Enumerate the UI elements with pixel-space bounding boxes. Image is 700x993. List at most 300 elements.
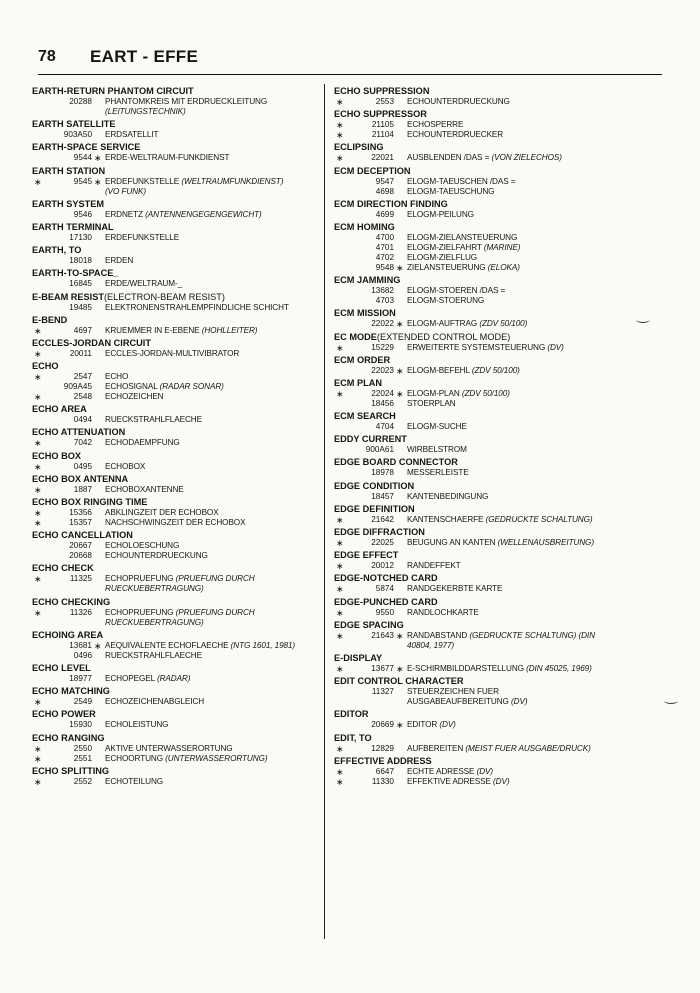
dictionary-entry — [32, 451, 312, 472]
german-term: KRUEMMER IN E-EBENE — [105, 325, 200, 335]
german-term: AUSBLENDEN /DAS = — [407, 153, 490, 163]
translation-line — [32, 674, 312, 684]
translation-line — [32, 697, 312, 707]
term-number: 13681 — [69, 640, 92, 650]
asterisk-marker: ∗ — [34, 753, 42, 764]
entry-headword — [32, 404, 312, 415]
headword-text: ECHO CHECKING — [32, 596, 111, 607]
translation-line — [334, 445, 624, 455]
headword-text: ECHO ATTENUATION — [32, 427, 126, 438]
headword-text: ECHO CHECK — [32, 563, 94, 574]
dictionary-entry — [32, 563, 312, 594]
headword-text: EDGE CONDITION — [334, 480, 415, 491]
entry-headword — [32, 686, 312, 697]
translation-text — [105, 651, 202, 661]
headword-text: ECCLES-JORDAN CIRCUIT — [32, 337, 151, 348]
term-number: 20669 — [371, 720, 394, 730]
subject-field: (ANTENNENGEGENGEWICHT) — [145, 209, 262, 219]
translation-text — [407, 744, 591, 754]
subject-field: (UNTERWASSERORTUNG) — [165, 753, 268, 763]
subject-field: (VON ZIELECHOS) — [491, 153, 562, 163]
german-term: EDITOR — [407, 720, 438, 730]
translation-text — [105, 518, 245, 528]
entry-headword — [32, 315, 312, 326]
translation-line — [32, 349, 312, 359]
german-term: RANDGEKERBTE KARTE — [407, 584, 503, 594]
subject-field: (HOHLLEITER) — [201, 325, 258, 335]
entry-headword — [32, 630, 312, 641]
subject-field: (MARINE) — [483, 242, 521, 252]
subject-field: (RADAR SONAR) — [159, 382, 224, 392]
dictionary-entry — [32, 222, 312, 243]
translation-text — [105, 697, 204, 707]
translation-text — [105, 210, 262, 220]
dictionary-entry — [334, 308, 624, 329]
translation-line — [32, 233, 312, 243]
asterisk-marker: ∗ — [396, 262, 404, 273]
translation-text — [105, 462, 145, 472]
term-number: 21642 — [371, 514, 394, 524]
column-divider — [324, 84, 325, 939]
term-number: 16845 — [69, 279, 92, 289]
headword-text: ECHO RANGING — [32, 732, 105, 743]
headword-text: EARTH-SPACE SERVICE — [32, 142, 141, 153]
translation-text — [407, 263, 520, 273]
entry-headword — [334, 308, 624, 319]
term-number: 4700 — [375, 232, 394, 242]
headword-text: ECHO AREA — [32, 404, 87, 415]
german-term: RANDABSTAND — [407, 630, 468, 640]
entry-headword — [32, 268, 312, 279]
translation-text — [407, 697, 527, 707]
translation-line — [334, 120, 624, 130]
translation-text — [407, 641, 454, 651]
term-number: 2549 — [73, 697, 92, 707]
term-number: 20667 — [69, 541, 92, 551]
translation-text — [407, 468, 469, 478]
dictionary-entry — [32, 361, 312, 402]
term-number: 4697 — [73, 325, 92, 335]
translation-line — [32, 754, 312, 764]
dictionary-entry — [32, 427, 312, 448]
term-number: 9547 — [375, 176, 394, 186]
translation-text — [407, 97, 510, 107]
translation-line — [334, 343, 624, 353]
dictionary-entry — [32, 166, 312, 197]
asterisk-marker: ∗ — [34, 518, 42, 528]
entry-headword — [32, 497, 312, 508]
dictionary-entry — [334, 199, 624, 220]
entry-headword — [334, 653, 624, 664]
translation-text — [105, 508, 219, 518]
translation-text — [105, 326, 257, 336]
translation-text — [407, 286, 505, 296]
translation-text — [407, 445, 467, 455]
subject-field: (ZDV 50/100) — [471, 365, 520, 375]
term-number: 18456 — [371, 398, 394, 408]
term-number: 2552 — [73, 776, 92, 786]
translation-line — [334, 389, 624, 399]
dictionary-entry — [334, 222, 624, 273]
german-term: ECHOLEISTUNG — [105, 720, 169, 730]
subject-field: (DIN 45025, 1969) — [526, 663, 592, 673]
term-number: 15930 — [69, 720, 92, 730]
translation-line — [32, 438, 312, 448]
term-number: 903A50 — [63, 130, 92, 140]
translation-text — [407, 538, 594, 548]
term-number: 20668 — [69, 551, 92, 561]
headword-text: EARTH STATION — [32, 165, 106, 176]
dictionary-entry — [334, 527, 624, 548]
translation-text — [105, 584, 204, 594]
headword-text: ECM PLAN — [334, 377, 382, 388]
translation-text — [105, 130, 158, 140]
term-number: 900A61 — [365, 445, 394, 455]
headword-text: ECHO MATCHING — [32, 686, 110, 697]
german-term: ECHO — [105, 372, 129, 382]
entry-headword — [334, 504, 624, 515]
subject-field: RUECKUEBERTRAGUNG) — [105, 617, 204, 627]
translation-line — [334, 744, 624, 754]
dictionary-entry — [32, 315, 312, 336]
subject-field: (WELTRAUMFUNKDIENST) — [181, 176, 284, 186]
dictionary-entry — [334, 434, 624, 455]
dictionary-entry — [32, 86, 312, 117]
translation-text — [407, 243, 520, 253]
headword-text: EARTH SATELLITE — [32, 119, 116, 130]
headword-text: ECM DECEPTION — [334, 165, 411, 176]
dictionary-entry — [32, 474, 312, 495]
headword-text: ECHO SPLITTING — [32, 765, 110, 776]
term-number: 22024 — [371, 388, 394, 398]
headword-text: EDGE SPACING — [334, 619, 404, 630]
translation-line — [32, 485, 312, 495]
german-term: AKTIVE UNTERWASSERORTUNG — [105, 743, 233, 753]
translation-text — [407, 399, 456, 409]
translation-line — [32, 279, 312, 289]
term-number: 4703 — [375, 296, 394, 306]
headword-text: ECHO BOX RINGING TIME — [32, 497, 148, 507]
asterisk-marker: ∗ — [34, 461, 42, 472]
dictionary-entry — [334, 411, 624, 432]
term-number: 22021 — [371, 153, 394, 163]
translation-text — [105, 541, 179, 551]
dictionary-entry — [334, 653, 624, 674]
subject-field: 40804, 1977) — [407, 640, 455, 650]
translation-text — [105, 608, 255, 618]
german-term: ERDEN — [105, 256, 134, 266]
german-term: ELOGM-AUFTRAG — [407, 319, 478, 329]
entry-headword — [32, 119, 312, 130]
translation-line — [334, 296, 624, 306]
translation-text — [407, 120, 463, 130]
asterisk-marker: ∗ — [336, 743, 344, 754]
translation-line — [334, 243, 624, 253]
headword-text: EDGE-PUNCHED CARD — [334, 596, 438, 607]
german-term: ELOGM-ZIELFLUG — [407, 252, 478, 262]
entry-headword — [334, 355, 624, 366]
asterisk-marker: ∗ — [34, 743, 42, 754]
translation-text — [105, 415, 202, 425]
translation-line — [32, 326, 312, 336]
term-number: 13682 — [371, 286, 394, 296]
translation-text — [105, 392, 164, 402]
german-term: ECHOPEGEL — [105, 673, 155, 683]
translation-text — [407, 422, 467, 432]
german-term: ECHOSIGNAL — [105, 382, 158, 392]
german-term: AEQUIVALENTE ECHOFLAECHE — [105, 640, 229, 650]
translation-line — [32, 551, 312, 561]
translation-line — [32, 187, 312, 197]
subject-field: (DV) — [493, 776, 510, 786]
translation-text — [407, 153, 562, 163]
dictionary-entry — [334, 109, 624, 140]
dictionary-entry — [32, 199, 312, 220]
headword-text: ECHO SUPPRESSOR — [334, 109, 427, 120]
translation-line — [32, 372, 312, 382]
german-term: AUSGABEAUFBEREITUNG — [407, 697, 509, 707]
german-term: ELEKTRONENSTRAHLEMPFINDLICHE SCHICHT — [105, 302, 289, 312]
german-term: ECHOUNTERDRUECKUNG — [407, 97, 510, 106]
margin-mark — [664, 697, 678, 704]
headword-note: (ELECTRON-BEAM RESIST) — [103, 291, 225, 302]
german-term: ELOGM-TAEUSCHEN /DAS = — [407, 176, 516, 186]
headword-text: ECM JAMMING — [334, 275, 401, 286]
translation-line — [32, 618, 312, 628]
subject-field: (LEITUNGSTECHNIK) — [105, 107, 186, 116]
dictionary-entry — [32, 142, 312, 163]
entry-headword — [32, 530, 312, 541]
entry-headword — [32, 361, 312, 372]
term-number: 4699 — [375, 209, 394, 219]
translation-text — [105, 438, 180, 448]
asterisk-marker: ∗ — [94, 153, 102, 164]
entry-headword — [334, 275, 624, 286]
translation-line — [32, 720, 312, 730]
german-term: ELOGM-SUCHE — [407, 422, 467, 432]
translation-line — [334, 687, 624, 697]
term-number: 4704 — [375, 422, 394, 432]
term-number: 9550 — [375, 607, 394, 617]
term-number: 2547 — [73, 372, 92, 382]
german-term: ECHOZEICHENABGLEICH — [105, 697, 205, 707]
asterisk-marker: ∗ — [396, 663, 404, 674]
german-term: ECHOSPERRE — [407, 120, 464, 130]
german-term: RANDLOCHKARTE — [407, 607, 479, 617]
headword-text: EDGE-NOTCHED CARD — [334, 573, 438, 584]
entry-headword — [334, 597, 624, 608]
translation-line — [334, 492, 624, 502]
subject-field: (DV) — [476, 766, 494, 776]
german-term: AUFBEREITEN — [407, 743, 464, 753]
translation-line — [334, 286, 624, 296]
translation-text — [105, 551, 208, 561]
translation-text — [105, 777, 163, 787]
term-number: 0494 — [73, 415, 92, 425]
german-term: WIRBELSTROM — [407, 445, 467, 455]
headword-text: EARTH SYSTEM — [32, 198, 104, 209]
entry-headword — [32, 292, 312, 303]
term-number: 18018 — [69, 256, 92, 266]
left-column — [32, 86, 312, 789]
subject-field: (DV) — [547, 342, 564, 352]
asterisk-marker: ∗ — [94, 176, 102, 187]
asterisk-marker: ∗ — [34, 607, 42, 618]
translation-line — [32, 462, 312, 472]
translation-text — [407, 233, 517, 243]
headword-text: ECLIPSING — [334, 142, 384, 153]
dictionary-entry — [334, 620, 624, 651]
german-term: ECHOZEICHEN — [105, 392, 164, 402]
dictionary-entry — [32, 663, 312, 684]
translation-text — [105, 177, 283, 187]
german-term: ECHOUNTERDRUECKUNG — [105, 551, 208, 561]
translation-text — [407, 664, 592, 674]
asterisk-marker: ∗ — [396, 319, 404, 330]
term-number: 18457 — [371, 491, 394, 501]
term-number: 13677 — [371, 663, 394, 673]
german-term: STOERPLAN — [407, 398, 456, 408]
german-term: ERDE/WELTRAUM-_ — [105, 279, 183, 289]
dictionary-entry — [334, 86, 624, 107]
translation-line — [334, 561, 624, 571]
translation-line — [334, 777, 624, 787]
asterisk-marker: ∗ — [336, 584, 344, 595]
german-term: ECHOUNTERDRUECKER — [407, 130, 504, 140]
german-term: ERDEFUNKSTELLE — [105, 232, 180, 242]
dictionary-entry — [32, 686, 312, 707]
translation-text — [105, 153, 229, 163]
german-term: ELOGM-STOERUNG — [407, 296, 485, 306]
german-term: STEUERZEICHEN FUER — [407, 687, 499, 697]
german-term: ELOGM-TAEUSCHUNG — [407, 186, 495, 196]
translation-text — [105, 720, 168, 730]
translation-line — [334, 422, 624, 432]
translation-text — [105, 641, 295, 651]
dictionary-entry — [334, 457, 624, 478]
translation-line — [334, 538, 624, 548]
entry-headword — [32, 474, 312, 485]
translation-line — [32, 777, 312, 787]
translation-line — [334, 153, 624, 163]
headword-text: E-DISPLAY — [334, 652, 383, 663]
dictionary-entry — [32, 497, 312, 528]
headword-text: EDIT CONTROL CHARACTER — [334, 676, 464, 687]
translation-line — [32, 518, 312, 528]
headword-text: ECM SEARCH — [334, 411, 396, 422]
subject-field: RUECKUEBERTRAGUNG) — [105, 584, 204, 594]
translation-text — [407, 515, 593, 525]
headword-text: EARTH TERMINAL — [32, 221, 114, 232]
asterisk-marker: ∗ — [336, 630, 344, 641]
translation-text — [407, 343, 564, 353]
subject-field: (NTG 1601, 1981) — [230, 640, 296, 650]
term-number: 20011 — [69, 348, 92, 358]
german-term: ABKLINGZEIT DER ECHOBOX — [105, 508, 219, 517]
translation-line — [32, 574, 312, 584]
entry-headword — [32, 222, 312, 233]
entry-headword — [32, 709, 312, 720]
translation-line — [32, 97, 312, 107]
entry-headword — [334, 332, 624, 343]
entry-headword — [32, 245, 312, 256]
german-term: ECHOPRUEFUNG — [105, 607, 174, 617]
subject-field: (VO FUNK) — [105, 186, 146, 196]
entry-headword — [334, 434, 624, 445]
term-number: 12829 — [371, 743, 394, 753]
headword-note: (EXTENDED CONTROL MODE) — [376, 331, 511, 342]
asterisk-marker: ∗ — [396, 630, 404, 641]
term-number: 17130 — [69, 232, 92, 242]
headword-text: EFFECTIVE ADDRESS — [334, 755, 432, 766]
translation-text — [407, 253, 477, 263]
asterisk-marker: ∗ — [34, 484, 42, 495]
translation-line — [334, 631, 624, 641]
term-number: 11327 — [371, 687, 394, 697]
translation-line — [334, 767, 624, 777]
translation-line — [32, 392, 312, 402]
term-number: 11330 — [371, 776, 394, 786]
entry-headword — [32, 733, 312, 744]
term-number: 20012 — [371, 561, 394, 571]
entry-headword — [334, 756, 624, 767]
translation-text — [407, 584, 502, 594]
term-number: 21104 — [371, 130, 394, 140]
term-number: 2551 — [73, 753, 92, 763]
term-number: 15357 — [69, 518, 92, 527]
asterisk-marker: ∗ — [34, 325, 42, 336]
entry-headword — [32, 142, 312, 153]
term-number: 5874 — [375, 584, 394, 594]
asterisk-marker: ∗ — [34, 776, 42, 787]
term-number: 22023 — [371, 365, 394, 375]
entry-headword — [334, 550, 624, 561]
german-term: ERDNETZ — [105, 209, 143, 219]
translation-line — [334, 399, 624, 409]
term-number: 9545 — [73, 176, 92, 186]
translation-text — [407, 608, 479, 618]
entry-headword — [334, 86, 624, 97]
dictionary-entry — [32, 119, 312, 140]
term-number: 4698 — [375, 186, 394, 196]
entry-headword — [334, 411, 624, 422]
translation-line — [334, 584, 624, 594]
headword-text: EDGE EFFECT — [334, 550, 399, 561]
translation-line — [334, 608, 624, 618]
translation-text — [105, 256, 133, 266]
term-number: 20288 — [69, 97, 92, 106]
german-term: ERDE-WELTRAUM-FUNKDIENST — [105, 153, 230, 163]
headword-text: ECHO BOX ANTENNA — [32, 473, 129, 484]
german-term: ECHOORTUNG — [105, 753, 163, 763]
dictionary-entry — [334, 573, 624, 594]
german-term: ELOGM-ZIELFAHRT — [407, 242, 482, 252]
translation-text — [407, 187, 494, 197]
translation-line — [32, 107, 312, 117]
translation-line — [32, 641, 312, 651]
asterisk-marker: ∗ — [336, 561, 344, 572]
german-term: ECHTE ADRESSE — [407, 766, 475, 776]
translation-line — [334, 130, 624, 140]
asterisk-marker: ∗ — [34, 392, 42, 403]
translation-text — [407, 210, 474, 220]
dictionary-entry — [334, 733, 624, 754]
translation-line — [334, 187, 624, 197]
german-term: RANDEFFEKT — [407, 561, 461, 571]
translation-text — [407, 319, 527, 329]
dictionary-entry — [334, 756, 624, 787]
translation-line — [334, 253, 624, 263]
